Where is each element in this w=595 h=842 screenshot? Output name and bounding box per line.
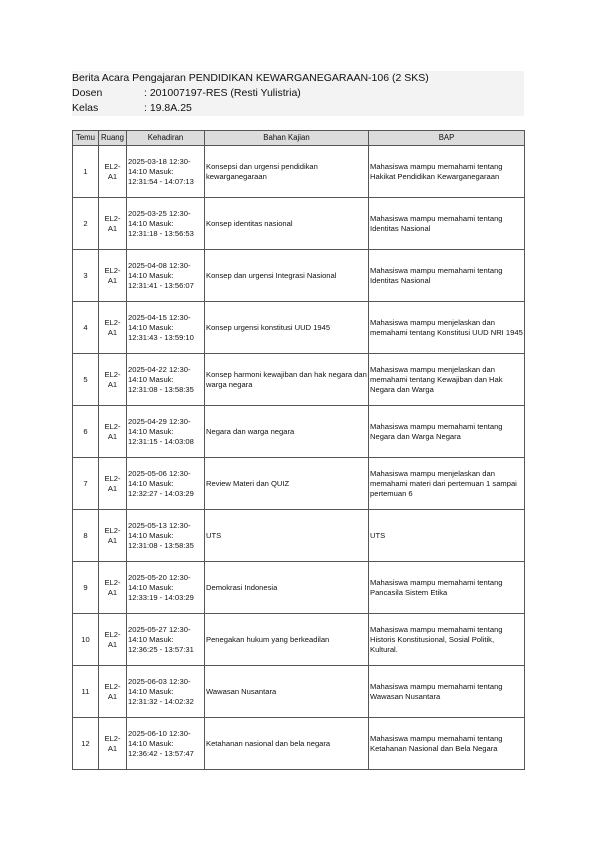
cell-temu: 10	[73, 614, 99, 666]
cell-ruang: EL2-A1	[99, 510, 127, 562]
cell-bap: Mahasiswa mampu memahami tentang Historis Konstitusional, Sosial Politik, Kultural.	[369, 614, 525, 666]
table-row	[73, 614, 525, 666]
cell-kehadiran: 2025-06-03 12:30-14:10 Masuk: 12:31:32 - 14:02:32	[127, 666, 205, 718]
cell-kehadiran: 2025-05-13 12:30-14:10 Masuk: 12:31:08 - 13:58:35	[127, 510, 205, 562]
column-header-temu: Temu	[73, 131, 99, 146]
cell-temu: 3	[73, 250, 99, 302]
cell-bahan-kajian: Review Materi dan QUIZ	[205, 458, 369, 510]
kelas-value: : 19.8A.25	[144, 102, 192, 114]
cell-temu: 4	[73, 302, 99, 354]
cell-ruang: EL2-A1	[99, 718, 127, 770]
table-row	[73, 146, 525, 198]
cell-bahan-kajian: Konsep urgensi konstitusi UUD 1945	[205, 302, 369, 354]
cell-bap: Mahasiswa mampu memahami tentang Wawasan Nusantara	[369, 666, 525, 718]
cell-temu: 7	[73, 458, 99, 510]
dosen-value: : 201007197-RES (Resti Yulistria)	[144, 87, 301, 99]
cell-kehadiran: 2025-04-15 12:30-14:10 Masuk: 12:31:43 - 13:59:10	[127, 302, 205, 354]
kelas-row	[72, 101, 524, 116]
column-header-bap: BAP	[369, 131, 525, 146]
column-header-bahan-kajian: Bahan Kajian	[205, 131, 369, 146]
cell-ruang: EL2-A1	[99, 302, 127, 354]
column-header-kehadiran: Kehadiran	[127, 131, 205, 146]
table-row	[73, 406, 525, 458]
cell-kehadiran: 2025-03-18 12:30-14:10 Masuk: 12:31:54 - 14:07:13	[127, 146, 205, 198]
cell-kehadiran: 2025-05-27 12:30-14:10 Masuk: 12:36:25 - 13:57:31	[127, 614, 205, 666]
cell-temu: 1	[73, 146, 99, 198]
attendance-table	[72, 130, 525, 770]
cell-temu: 8	[73, 510, 99, 562]
cell-kehadiran: 2025-06-10 12:30-14:10 Masuk: 12:36:42 - 13:57:47	[127, 718, 205, 770]
cell-bahan-kajian: UTS	[205, 510, 369, 562]
cell-temu: 9	[73, 562, 99, 614]
cell-kehadiran: 2025-05-06 12:30-14:10 Masuk: 12:32:27 - 14:03:29	[127, 458, 205, 510]
table-row	[73, 510, 525, 562]
page-title: Berita Acara Pengajaran PENDIDIKAN KEWARGANEGARAAN-106 (2 SKS)	[72, 72, 429, 84]
cell-temu: 2	[73, 198, 99, 250]
cell-bap: Mahasiswa mampu memahami tentang Hakikat Pendidikan Kewarganegaraan	[369, 146, 525, 198]
cell-bahan-kajian: Demokrasi Indonesia	[205, 562, 369, 614]
cell-bap: UTS	[369, 510, 525, 562]
cell-bahan-kajian: Penegakan hukum yang berkeadilan	[205, 614, 369, 666]
cell-bap: Mahasiswa mampu menjelaskan dan memahami tentang Kewajiban dan Hak Negara dan Warga	[369, 354, 525, 406]
cell-kehadiran: 2025-05-20 12:30-14:10 Masuk: 12:33:19 - 14:03:29	[127, 562, 205, 614]
document-header	[72, 71, 524, 116]
cell-bap: Mahasiswa mampu memahami tentang Ketahanan Nasional dan Bela Negara	[369, 718, 525, 770]
dosen-label: Dosen	[72, 87, 103, 99]
cell-kehadiran: 2025-04-29 12:30-14:10 Masuk: 12:31:15 - 14:03:08	[127, 406, 205, 458]
cell-kehadiran: 2025-03-25 12:30-14:10 Masuk: 12:31:18 - 13:56:53	[127, 198, 205, 250]
cell-ruang: EL2-A1	[99, 146, 127, 198]
cell-bap: Mahasiswa mampu menjelaskan dan memahami materi dari pertemuan 1 sampai pertemuan 6	[369, 458, 525, 510]
cell-bahan-kajian: Negara dan warga negara	[205, 406, 369, 458]
dosen-row	[72, 86, 524, 101]
kelas-label: Kelas	[72, 102, 99, 114]
cell-bap: Mahasiswa mampu memahami tentang Identitas Nasional	[369, 250, 525, 302]
title-row	[72, 71, 524, 86]
cell-temu: 6	[73, 406, 99, 458]
cell-temu: 12	[73, 718, 99, 770]
cell-bahan-kajian: Konsep identitas nasional	[205, 198, 369, 250]
cell-ruang: EL2-A1	[99, 666, 127, 718]
table-row	[73, 354, 525, 406]
cell-bap: Mahasiswa mampu memahami tentang Pancasila Sistem Etika	[369, 562, 525, 614]
cell-bahan-kajian: Konsep harmoni kewajiban dan hak negara dan warga negara	[205, 354, 369, 406]
cell-ruang: EL2-A1	[99, 250, 127, 302]
cell-ruang: EL2-A1	[99, 614, 127, 666]
table-row	[73, 458, 525, 510]
cell-ruang: EL2-A1	[99, 406, 127, 458]
table-row	[73, 198, 525, 250]
table-row	[73, 718, 525, 770]
table-row	[73, 302, 525, 354]
cell-ruang: EL2-A1	[99, 458, 127, 510]
cell-bap: Mahasiswa mampu menjelaskan dan memahami tentang Konstitusi UUD NRI 1945	[369, 302, 525, 354]
column-header-ruang: Ruang	[99, 131, 127, 146]
table-body	[73, 146, 525, 770]
cell-bahan-kajian: Ketahanan nasional dan bela negara	[205, 718, 369, 770]
table-row	[73, 666, 525, 718]
cell-bahan-kajian: Wawasan Nusantara	[205, 666, 369, 718]
table-row	[73, 562, 525, 614]
cell-kehadiran: 2025-04-08 12:30-14:10 Masuk: 12:31:41 - 13:56:07	[127, 250, 205, 302]
cell-bahan-kajian: Konsep dan urgensi Integrasi Nasional	[205, 250, 369, 302]
cell-temu: 11	[73, 666, 99, 718]
cell-ruang: EL2-A1	[99, 562, 127, 614]
cell-ruang: EL2-A1	[99, 354, 127, 406]
cell-ruang: EL2-A1	[99, 198, 127, 250]
table-header-row	[73, 131, 525, 146]
cell-temu: 5	[73, 354, 99, 406]
cell-bap: Mahasiswa mampu memahami tentang Identitas Nasional	[369, 198, 525, 250]
cell-bap: Mahasiswa mampu memahami tentang Negara dan Warga Negara	[369, 406, 525, 458]
table-row	[73, 250, 525, 302]
cell-kehadiran: 2025-04-22 12:30-14:10 Masuk: 12:31:08 - 13:58:35	[127, 354, 205, 406]
cell-bahan-kajian: Konsepsi dan urgensi pendidikan kewarganegaraan	[205, 146, 369, 198]
